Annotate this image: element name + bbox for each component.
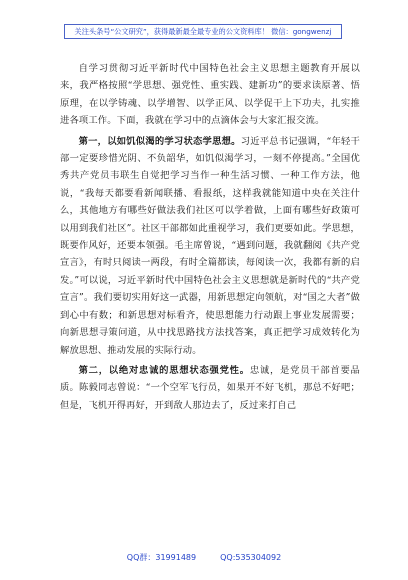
footer-qq: QQ:535304092 bbox=[220, 553, 282, 562]
section-2-body: 忠诚，是党员干部首要品质。陈毅同志曾说：“一个空军飞行员，如果开不好飞机，那总不好吧；但是，飞机开得再好，开到敌人那边去了，反过来打自己 bbox=[60, 364, 360, 411]
document-body bbox=[60, 60, 360, 417]
promo-banner bbox=[64, 24, 342, 39]
promo-banner-text: 关注头条号“公文研究”，获得最新最全最专业的公文资料库！ 微信：gongwenzj bbox=[74, 27, 332, 36]
intro-paragraph: 自学习贯彻习近平新时代中国特色社会主义思想主题教育开展以来，我严格按照“学思想、强党性、重实践、建新功”的要求读原著、悟原理，在以学铸魂、以学增智、以学正风、以学促干上下功夫，扎实推进各项工作。下面，我就在学习中的点滴体会与大家汇报交流。 bbox=[60, 63, 360, 127]
section-1-paragraph bbox=[60, 133, 360, 359]
footer-qq-group: QQ群：31991489 bbox=[126, 553, 197, 562]
section-1-heading: 第一，以如饥似渴的学习状态学思想。 bbox=[78, 135, 241, 147]
section-2-paragraph bbox=[60, 362, 360, 414]
page-footer bbox=[0, 552, 408, 563]
section-1-body: 习近平总书记强调，“年轻干部一定要珍惜光阴、不负韶华，如饥似渴学习，一刻不停提高。”全国优秀共产党员韦联生自觉把学习当作一种生活习惯、一种工作方法，他说，“我每天都要看新闻联播、看报纸，这样我就能知道中央在关注什么，其他地方有哪些好做法我们社区可以学着做，上面有哪些好政策可以用到我们社区”。社区干部都如此重视学习，我们更要如此。学思想，既要作风好，还要本领强。毛主席曾说，“遇到问题，我就翻阅《共产党宣言》，有时只阅读一两段，有时全篇都读，每阅读一次，我都有新的启发。”可以说，习近平新时代中国特色社会主义思想就是新时代的“共产党宣言”。我们要切实用好这一武器，用新思想定向领航，对“国之大者”做到心中有数；和新思想对标看齐，使思想能力行动跟上事业发展需要；向新思想寻策问道，从中找思路找方法找答案，真正把学习成效转化为解放思想、推动发展的实际行动。 bbox=[60, 135, 361, 356]
section-2-heading: 第二，以绝对忠诚的思想状态强党性。 bbox=[78, 364, 250, 376]
